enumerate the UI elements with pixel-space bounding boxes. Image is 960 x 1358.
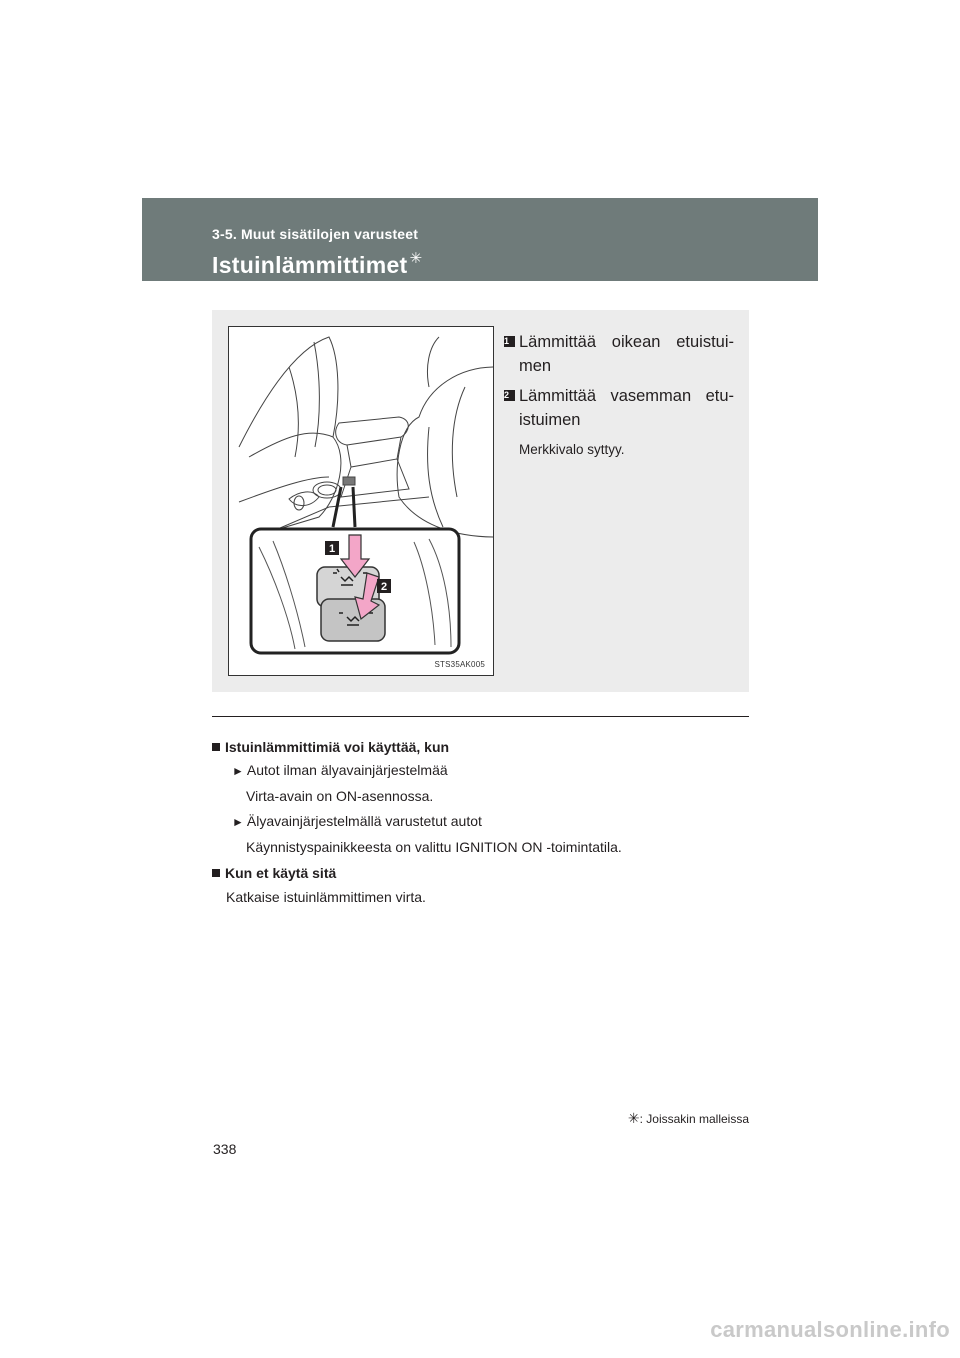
case-1-label-text: Autot ilman älyavainjärjestelmää xyxy=(246,762,448,778)
legend-item-1 xyxy=(504,330,734,378)
seat-interior-drawing xyxy=(229,327,494,676)
note-heading-usage xyxy=(212,736,749,758)
switch-location xyxy=(343,477,355,485)
callout-1-label: 1 xyxy=(328,543,336,555)
footnote-asterisk-marker: ✳ xyxy=(627,1110,640,1126)
legend-item-2 xyxy=(504,384,734,432)
triangle-bullet-icon: ► xyxy=(232,815,244,829)
legend xyxy=(504,330,734,457)
square-bullet-icon xyxy=(212,869,220,877)
watermark: carmanualsonline.info xyxy=(710,1317,950,1342)
page-number: 338 xyxy=(213,1141,237,1157)
note-heading-off xyxy=(212,862,749,884)
square-bullet-icon xyxy=(212,743,220,751)
page-title xyxy=(212,249,422,279)
case-1-text: Virta-avain on ON-asennossa. xyxy=(246,788,434,804)
title-asterisk-marker: ✳ xyxy=(409,250,423,267)
legend-badge-2: 2 xyxy=(504,390,515,401)
section-divider xyxy=(212,716,749,717)
footnote xyxy=(628,1110,749,1127)
notes xyxy=(212,734,749,910)
case-2-label-text: Älyavainjärjestelmällä varustetut autot xyxy=(246,813,482,829)
footnote-text: : Joissakin malleissa xyxy=(639,1112,749,1126)
page-title-text: Istuinlämmittimet xyxy=(212,252,408,278)
figure-code: STS35AK005 xyxy=(434,660,485,669)
case-2-label xyxy=(212,809,749,834)
case-1-label xyxy=(212,758,749,783)
right-seat-outline xyxy=(397,367,494,537)
legend-badge-1: 1 xyxy=(504,336,515,347)
legend-text-1: Lämmittää oikean etuistui-men xyxy=(519,333,734,375)
armrest xyxy=(336,417,409,445)
seat-heater-illustration xyxy=(228,326,494,676)
left-seat-seam xyxy=(314,342,319,447)
legend-text-2: Lämmittää vasemman etu-istuimen xyxy=(519,387,734,429)
note-heading-usage-text: Istuinlämmittimiä voi käyttää, kun xyxy=(225,739,450,755)
section-label: 3-5. Muut sisätilojen varusteet xyxy=(212,226,419,242)
legend-note: Merkkivalo syttyy. xyxy=(519,442,625,457)
case-2-text: Käynnistyspainikkeesta on valittu IGNITION ON -toimintatila. xyxy=(246,839,622,855)
note-heading-off-text: Kun et käytä sitä xyxy=(225,865,337,881)
callout-2-label: 2 xyxy=(380,581,388,593)
note-off-text: Katkaise istuinlämmittimen virta. xyxy=(226,889,426,905)
triangle-bullet-icon: ► xyxy=(232,764,244,778)
